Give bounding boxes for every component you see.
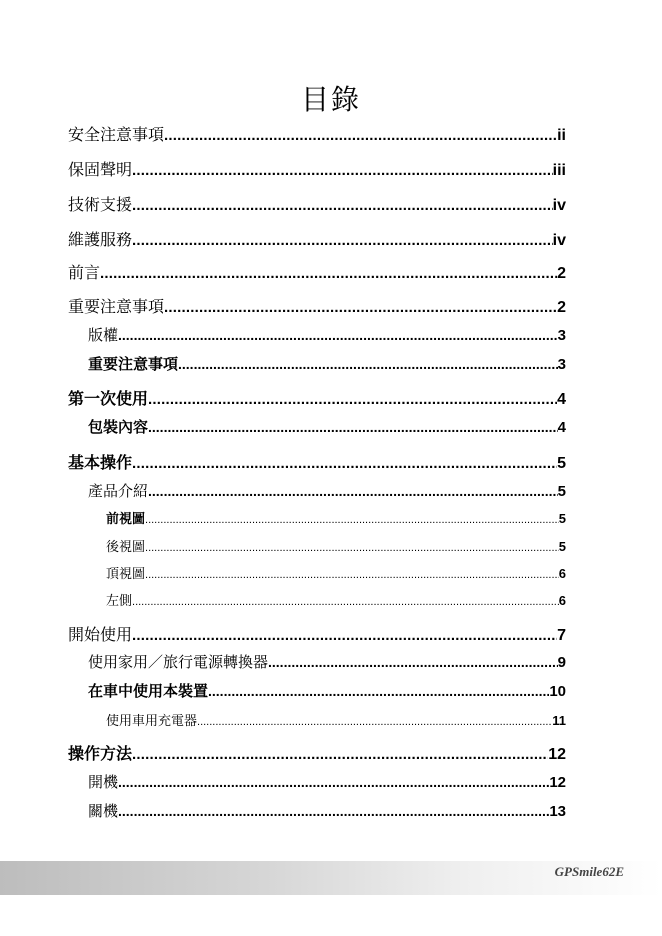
toc-entry-label: 基本操作 — [68, 453, 133, 472]
toc-leader-dots — [145, 569, 559, 581]
toc-leader-dots — [132, 596, 559, 608]
toc-leader-dots — [145, 542, 559, 554]
toc-leader-dots — [100, 265, 557, 282]
toc-leader-dots — [148, 391, 557, 408]
toc-entry-page: 10 — [549, 683, 566, 700]
toc-entry[interactable] — [88, 680, 566, 701]
toc-entry-label: 保固聲明 — [68, 160, 133, 179]
toc-entry-page: 9 — [557, 654, 566, 671]
toc-entry-page: 11 — [552, 713, 566, 728]
toc-entry-page: 13 — [549, 803, 566, 820]
toc-entry[interactable] — [68, 294, 566, 317]
toc-entry-label: 操作方法 — [68, 744, 133, 763]
toc-entry-label: 包裝內容 — [88, 418, 149, 436]
toc-entry-page: iv — [552, 197, 566, 214]
toc-entry-label: 前言 — [68, 263, 101, 282]
footer-brand: GPSmile62E — [554, 864, 624, 879]
toc-entry-page: 3 — [557, 356, 566, 373]
toc-entry[interactable] — [106, 536, 566, 555]
toc-entry-label: 左側 — [106, 594, 133, 609]
toc-leader-dots — [148, 419, 558, 435]
toc-leader-dots — [208, 683, 549, 699]
toc-entry-label: 關機 — [88, 802, 119, 820]
toc-entry-page: iii — [552, 162, 566, 179]
toc-entry-page: 6 — [558, 566, 566, 581]
toc-entry-page: 2 — [557, 299, 566, 316]
toc-entry-page: 5 — [557, 483, 566, 500]
toc-leader-dots — [132, 197, 553, 214]
toc-entry[interactable] — [88, 480, 566, 501]
toc-entry-page: 6 — [558, 593, 566, 608]
toc-entry-label: 重要注意事項 — [88, 355, 179, 373]
toc-leader-dots — [164, 299, 557, 316]
toc-entry[interactable] — [68, 192, 566, 215]
toc-entry-page: 4 — [557, 419, 566, 436]
toc-entry-label: 使用車用充電器 — [106, 714, 198, 729]
toc-leader-dots — [148, 483, 558, 499]
toc-entry-label: 安全注意事項 — [68, 125, 165, 144]
toc-entry-label: 前視圖 — [106, 512, 146, 527]
toc-entry[interactable] — [68, 622, 566, 645]
toc-entry-page: 12 — [549, 774, 566, 791]
toc-entry-label: 使用家用／旅行電源轉換器 — [88, 653, 269, 671]
toc-entry-page: 12 — [548, 746, 566, 763]
toc-entry[interactable] — [88, 416, 566, 437]
toc-entry[interactable] — [106, 508, 566, 527]
toc-entry-label: 技術支援 — [68, 195, 133, 214]
toc-entry[interactable] — [106, 710, 566, 729]
toc-entry-page: 5 — [557, 455, 566, 472]
toc-entry-page: ii — [557, 127, 566, 144]
toc-entry[interactable] — [88, 324, 566, 345]
toc-leader-dots — [145, 514, 559, 526]
toc-leader-dots — [118, 327, 558, 343]
toc-entry-page: 7 — [557, 627, 566, 644]
toc-entry-label: 在車中使用本裝置 — [88, 682, 209, 700]
toc-entry[interactable] — [106, 563, 566, 582]
toc-entry-page: iv — [552, 232, 566, 249]
toc-entry[interactable] — [68, 260, 566, 283]
toc-entry[interactable] — [68, 386, 566, 409]
toc-leader-dots — [118, 774, 549, 790]
page-title: 目錄 — [300, 83, 361, 116]
toc-entry-label: 頂視圖 — [106, 567, 146, 582]
toc-leader-dots — [132, 455, 557, 472]
toc-entry-label: 開機 — [88, 773, 119, 791]
toc-entry-page: 2 — [557, 265, 566, 282]
toc-entry[interactable] — [88, 651, 566, 672]
toc-entry[interactable] — [68, 227, 566, 250]
toc-leader-dots — [132, 232, 553, 249]
toc-entry-label: 維護服務 — [68, 230, 133, 249]
toc-leader-dots — [164, 127, 557, 144]
toc-entry-label: 產品介紹 — [88, 482, 149, 500]
toc-leader-dots — [132, 627, 557, 644]
toc-entry[interactable] — [68, 157, 566, 180]
toc-entry-page: 5 — [558, 539, 566, 554]
toc-entry-label: 第一次使用 — [68, 389, 149, 408]
toc-entry[interactable] — [68, 450, 566, 473]
toc-entry-label: 後視圖 — [106, 540, 146, 555]
toc-leader-dots — [268, 654, 558, 670]
toc-entry[interactable] — [88, 800, 566, 821]
toc-entry[interactable] — [88, 353, 566, 374]
toc-entry-label: 開始使用 — [68, 625, 133, 644]
toc-entry-page: 3 — [557, 327, 566, 344]
toc-entry-page: 5 — [558, 511, 566, 526]
toc-leader-dots — [197, 716, 552, 728]
toc-entry[interactable] — [88, 771, 566, 792]
toc-leader-dots — [178, 356, 558, 372]
toc-entry-page: 4 — [557, 391, 566, 408]
toc-entry-label: 重要注意事項 — [68, 297, 165, 316]
toc-entry[interactable] — [106, 590, 566, 609]
toc-leader-dots — [132, 746, 548, 763]
toc-entry-label: 版權 — [88, 326, 119, 344]
toc-leader-dots — [118, 803, 549, 819]
toc-entry[interactable] — [68, 741, 566, 764]
toc-leader-dots — [132, 162, 553, 179]
toc-entry[interactable] — [68, 122, 566, 145]
